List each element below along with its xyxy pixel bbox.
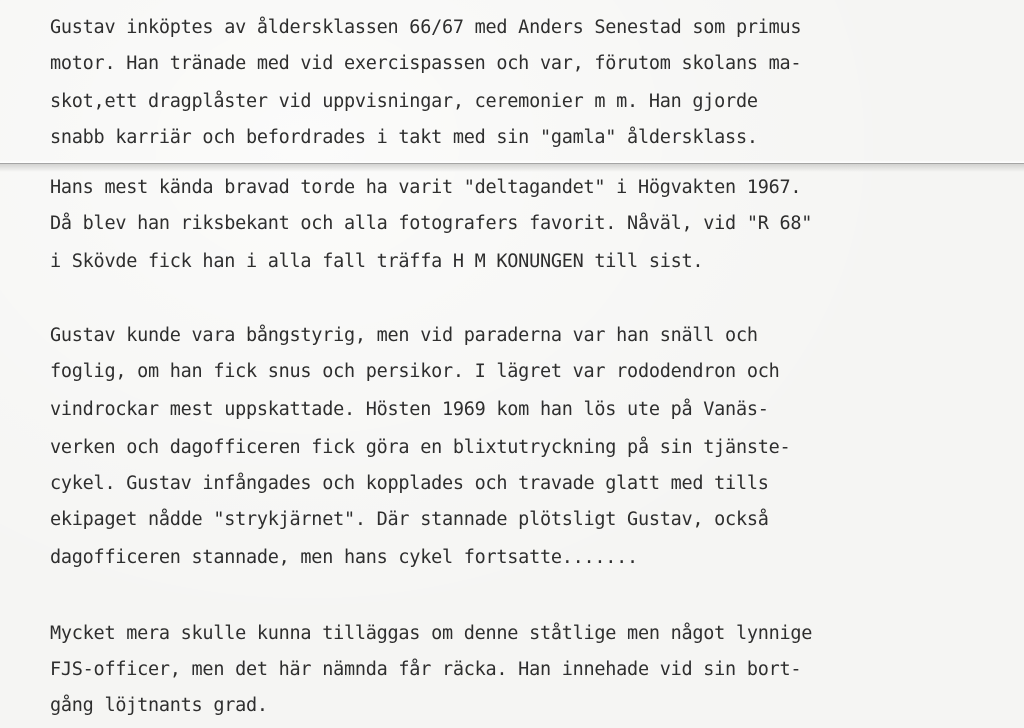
paragraph-2-line-1: Hans mest kända bravad torde ha varit "deltagandet" i Högvakten 1967. — [50, 177, 802, 198]
paragraph-3-line-4: verken och dagofficeren fick göra en blixtutryckning på sin tjänste- — [50, 437, 791, 458]
paragraph-3-line-7: dagofficeren stannade, men hans cykel fortsatte....... — [50, 547, 638, 568]
paragraph-4-line-1: Mycket mera skulle kunna tilläggas om denne ståtlige men något lynnige — [50, 623, 813, 644]
paragraph-1-line-3: skot,ett dragplåster vid uppvisningar, ceremonier m m. Han gjorde — [50, 91, 758, 112]
paragraph-3-line-2: foglig, om han fick snus och persikor. I lägret var rododendron och — [50, 361, 780, 382]
paragraph-3-line-1: Gustav kunde vara bångstyrig, men vid paraderna var han snäll och — [50, 325, 758, 346]
paragraph-4-line-3: gång löjtnants grad. — [50, 695, 268, 716]
paragraph-1-line-4: snabb karriär och befordrades i takt med sin "gamla" åldersklass. — [50, 127, 758, 148]
paragraph-4-line-2: FJS-officer, men det här nämnda får räcka. Han innehade vid sin bort- — [50, 659, 802, 680]
paper-fold-crease — [0, 160, 1024, 172]
paragraph-1-line-1: Gustav inköptes av åldersklassen 66/67 med Anders Senestad som primus — [50, 17, 802, 38]
paragraph-3-line-6: ekipaget nådde "strykjärnet". Där stannade plötsligt Gustav, också — [50, 509, 769, 530]
paragraph-1-line-2: motor. Han tränade med vid exercispassen och var, förutom skolans ma- — [50, 53, 802, 74]
paragraph-2-line-2: Då blev han riksbekant och alla fotografers favorit. Nåväl, vid "R 68" — [50, 213, 813, 234]
fold-shadow — [0, 164, 1024, 172]
paragraph-3-line-3: vindrockar mest uppskattade. Hösten 1969 kom han lös ute på Vanäs- — [50, 399, 769, 420]
paragraph-3-line-5: cykel. Gustav infångades och kopplades och travade glatt med tills — [50, 473, 769, 494]
paragraph-2-line-3: i Skövde fick han i alla fall träffa H M KONUNGEN till sist. — [50, 251, 704, 272]
